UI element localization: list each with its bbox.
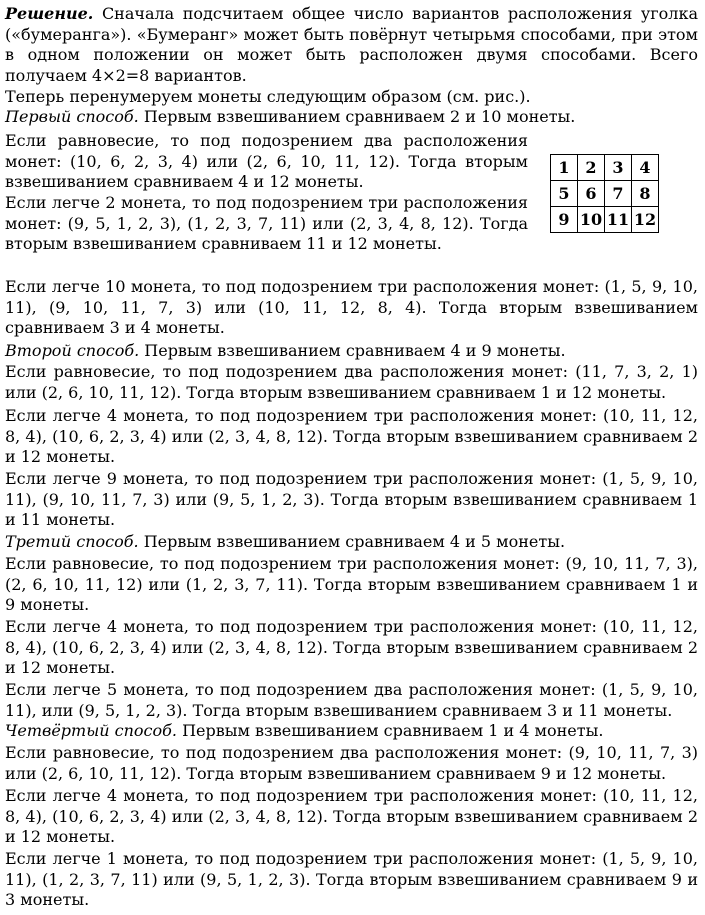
method1-balance-paragraph: Если равновесие, то под подозрением два расположения монет: (10, 6, 2, 3, 4) или (2, 6, 10, 11, 12). Тогда вторым взвешиванием сравниваем 4 и 12 монеты. xyxy=(5,131,528,192)
method2-title: Второй способ. xyxy=(5,341,140,360)
method1-heading-line xyxy=(5,107,698,128)
method3-heading-line xyxy=(5,532,698,553)
renumber-paragraph: Теперь перенумеруем монеты следующим образом (см. рис.). xyxy=(5,87,531,106)
method2-balance-paragraph: Если равновесие, то под подозрением два расположения монет: (11, 7, 3, 2, 1) или (2, 6, 10, 11, 12). Тогда вторым взвешиванием сравниваем 1 и 12 монеты. xyxy=(5,362,698,402)
solution-intro-paragraph xyxy=(5,4,698,86)
grid-cell: 2 xyxy=(578,155,605,181)
coin-numbering-grid xyxy=(550,154,659,233)
method1-lighter-b-paragraph: Если легче 10 монета, то под подозрением три расположения монет: (1, 5, 9, 10, 11), (9, 10, 11, 7, 3) или (10, 11, 12, 8, 4). Тогда вторым взвешиванием сравниваем 3 и 4 монеты. xyxy=(5,277,698,338)
grid-cell: 6 xyxy=(578,181,605,207)
method1-first-weighing: Первым взвешиванием сравниваем 2 и 10 монеты. xyxy=(143,107,576,126)
method4-first-weighing: Первым взвешиванием сравниваем 1 и 4 монеты. xyxy=(182,721,604,740)
method1-title: Первый способ. xyxy=(5,107,139,126)
method4-heading-line xyxy=(5,721,698,742)
grid-cell: 9 xyxy=(551,207,578,233)
method1-lighter-a-paragraph: Если легче 2 монета, то под подозрением три расположения монет: (9, 5, 1, 2, 3), (1, 2, 3, 7, 11) или (2, 3, 4, 8, 12). Тогда вторым взвешиванием сравниваем 11 и 12 монеты. xyxy=(5,193,528,254)
method2-lighter-a-paragraph: Если легче 4 монета, то под подозрением три расположения монет: (10, 11, 12, 8, 4), (10, 6, 2, 3, 4) или (2, 3, 4, 8, 12). Тогда вторым взвешиванием сравниваем 2 и 12 монеты. xyxy=(5,406,698,467)
grid-row xyxy=(551,181,659,207)
method2-lighter-b-paragraph: Если легче 9 монета, то под подозрением три расположения монет: (1, 5, 9, 10, 11), (9, 10, 11, 7, 3) или (9, 5, 1, 2, 3). Тогда вторым взвешиванием сравниваем 1 и 11 монеты. xyxy=(5,469,698,530)
method2-first-weighing: Первым взвешиванием сравниваем 4 и 9 монеты. xyxy=(144,341,566,360)
grid-row xyxy=(551,207,659,233)
solution-intro-text: Сначала подсчитаем общее число вариантов расположения уголка («бумеранга»). «Бумеранг» может быть повёрнут четырьмя способами, при этом в одном положении он может быть расположен двумя способами. Всего получаем 4×2=8 вариантов. xyxy=(5,4,698,85)
grid-cell: 5 xyxy=(551,181,578,207)
method3-first-weighing: Первым взвешиванием сравниваем 4 и 5 монеты. xyxy=(143,532,566,551)
solution-heading: Решение. xyxy=(5,4,94,23)
method4-lighter-b-paragraph: Если легче 1 монета, то под подозрением три расположения монет: (1, 5, 9, 10, 11), (1, 2, 3, 7, 11) или (9, 5, 1, 2, 3). Тогда вторым взвешиванием сравниваем 9 и 3 монеты. xyxy=(5,849,698,910)
method2-heading-line xyxy=(5,341,698,362)
grid-cell: 8 xyxy=(632,181,659,207)
method4-lighter-a-paragraph: Если легче 4 монета, то под подозрением три расположения монет: (10, 11, 12, 8, 4), (10, 6, 2, 3, 4) или (2, 3, 4, 8, 12). Тогда вторым взвешиванием сравниваем 2 и 12 монеты. xyxy=(5,786,698,847)
grid-cell: 10 xyxy=(578,207,605,233)
grid-cell: 11 xyxy=(605,207,632,233)
grid-cell: 12 xyxy=(632,207,659,233)
method3-lighter-a-paragraph: Если легче 4 монета, то под подозрением три расположения монет: (10, 11, 12, 8, 4), (10, 6, 2, 3, 4) или (2, 3, 4, 8, 12). Тогда вторым взвешиванием сравниваем 2 и 12 монеты. xyxy=(5,617,698,678)
grid-cell: 1 xyxy=(551,155,578,181)
method3-balance-paragraph: Если равновесие, то под подозрением три расположения монет: (9, 10, 11, 7, 3), (2, 6, 10, 11, 12) или (1, 2, 3, 7, 11). Тогда вторым взвешиванием сравниваем 1 и 9 монеты. xyxy=(5,554,698,615)
grid-cell: 7 xyxy=(605,181,632,207)
grid-row xyxy=(551,155,659,181)
method3-lighter-b-paragraph: Если легче 5 монета, то под подозрением два расположения монет: (1, 5, 9, 10, 11), или (9, 5, 1, 2, 3). Тогда вторым взвешиванием сравниваем 3 и 11 монеты. xyxy=(5,680,698,720)
grid-cell: 4 xyxy=(632,155,659,181)
method4-balance-paragraph: Если равновесие, то под подозрением два расположения монет: (9, 10, 11, 7, 3) или (2, 6, 10, 11, 12). Тогда вторым взвешиванием сравниваем 9 и 12 монеты. xyxy=(5,743,698,783)
grid-cell: 3 xyxy=(605,155,632,181)
method4-title: Четвёртый способ. xyxy=(5,721,177,740)
method3-title: Третий способ. xyxy=(5,532,139,551)
